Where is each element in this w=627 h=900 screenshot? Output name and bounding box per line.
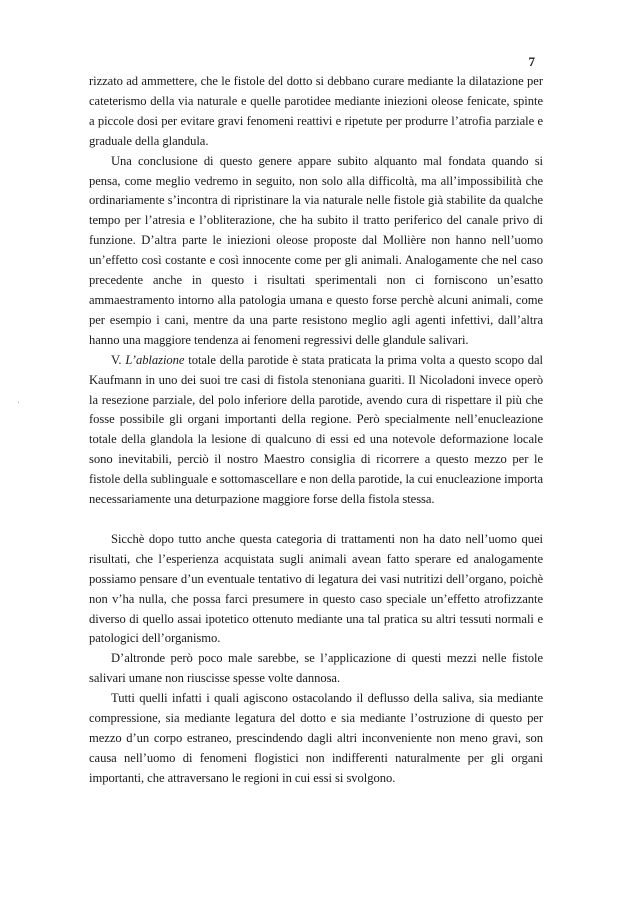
section-term: L’ablazione (125, 352, 185, 367)
paragraph-conclusion: Una conclusione di questo genere appare subito alquanto mal fondata quando si pensa, come meglio vedremo in seguito, non solo alla difficoltà, ma all’impossibilità che ordinariamente s’incontra di ripristinare la via naturale nelle fistole già stabilite da qualche tempo per l’atresia e l’obliterazione, che ha subito il tratto periferico del canale privo di funzione. D’altra parte le iniezioni oleose proposte dal Mollière non hanno nell’uomo un’effetto così costante e così innocente come per gli animali. Analogamente che nel caso precedente anche in questo i risultati sperimentali non ci forniscono un’esatto ammaestramento intorno alla patologia umana e questo forse perchè alcuni animali, come per esempio i cani, mentre da una parte resistono meglio agli agenti infettivi, dall’altra hanno una maggiore tendenza ai fenomeni regressivi delle glandule salivari. (89, 153, 543, 347)
paragraph-damage: D’altronde però poco male sarebbe, se l’applicazione di questi mezzi nelle fistole salivari umane non riuscisse spesse volte dannosa. (89, 651, 543, 686)
paragraph-summary: Sicchè dopo tutto anche questa categoria di trattamenti non ha dato nell’uomo quei risultati, che l’esperienza acquistata sugli animali avean fatto sperare ed analogamente possiamo pensare d’un eventuale tentativo di legatura dei vasi nutritizi dell’organo, poichè non v’ha nulla, che possa farci presumere in questo caso speciale un’effetto atrofizzante diverso di quello assai ipotetico ottenuto mediante una tal pratica su altri tessuti normali e patologici dell’organismo. (89, 531, 543, 646)
stray-mark: ` (14, 399, 21, 411)
paragraph-obstruction: Tutti quelli infatti i quali agiscono ostacolando il deflusso della saliva, sia mediante compressione, sia mediante legatura del dotto e sia mediante l’ostruzione di questo per mezzo d’un corpo estraneo, prescindendo dagli altri inconveniente non meno gravi, son causa nell’uomo di fenomeni flogistici non indifferenti naturalmente per gli organi importanti, che attraversano le regioni in cui essi si svolgono. (89, 691, 543, 785)
body-text (89, 72, 543, 789)
paragraph-continuation: rizzato ad ammettere, che le fistole del dotto si debbano curare mediante la dilatazione per cateterismo della via naturale e quelle parotidee mediante iniezioni oleose fenicate, spinte a piccole dosi per evitare gravi fenomeni reattivi e ripetute per produrre l’atrofia parziale e graduale della glandula. (89, 74, 543, 148)
page-number: 7 (528, 54, 535, 69)
section-number: V. (111, 352, 122, 367)
paragraph-ablation (89, 351, 543, 510)
paragraph-ablation-text: totale della parotide è stata praticata la prima volta a questo scopo dal Kaufmann in uno dei suoi tre casi di fistola stenoniana guariti. Il Nicoladoni invece operò la resezione parziale, del polo inferiore della parotide, avendo cura di rispettare il più che fosse possibile gli organi importanti della regione. Però specialmente nell’enucleazione totale della glandola la lesione di qualcuno di essi ed una notevole deformazione locale sono inevitabili, perciò il nostro Maestro consiglia di ricorrere a questo mezzo per le fistole della sublinguale e sottomascellare e non della parotide, la cui enucleazione importa necessariamente una deturpazione maggiore forse della fistola stessa. (89, 352, 543, 507)
